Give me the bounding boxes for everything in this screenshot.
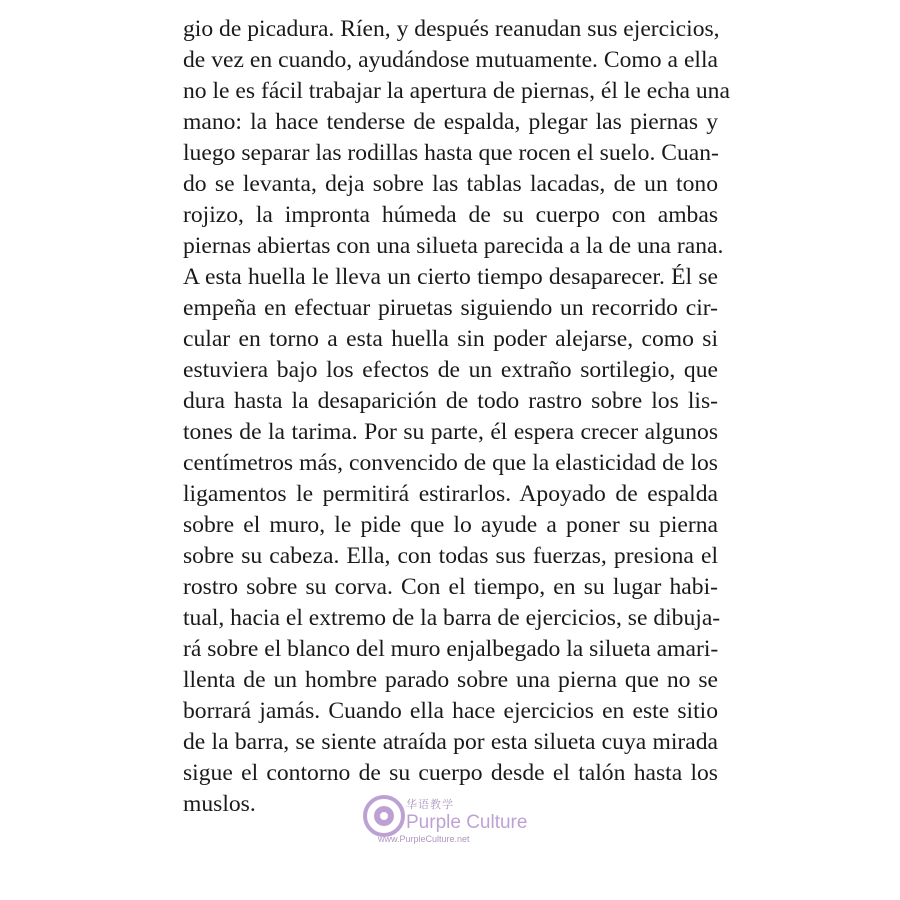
- text-line: tual, hacia el extremo de la barra de ejercicios, se dibuja-: [183, 605, 721, 631]
- text-line: dura hasta la desaparición de todo rastro sobre los lis-: [183, 388, 718, 414]
- text-line: de la barra, se siente atraída por esta silueta cuya mirada: [183, 729, 718, 755]
- body-text: [183, 14, 730, 820]
- text-line: de vez en cuando, ayudándose mutuamente. Como a ella: [183, 47, 718, 73]
- text-line: estuviera bajo los efectos de un extraño sortilegio, que: [183, 357, 718, 383]
- text-line: no le es fácil trabajar la apertura de piernas, él le echa una: [183, 78, 730, 104]
- text-line: A esta huella le lleva un cierto tiempo desaparecer. Él se: [183, 264, 718, 290]
- text-line: rojizo, la impronta húmeda de su cuerpo con ambas: [183, 202, 718, 228]
- text-line: rostro sobre su corva. Con el tiempo, en su lugar habi-: [183, 574, 718, 600]
- purple-culture-logo-icon: [362, 794, 406, 838]
- watermark: [362, 790, 552, 850]
- text-line: sigue el contorno de su cuerpo desde el talón hasta los: [183, 760, 718, 786]
- text-line: rá sobre el blanco del muro enjalbegado la silueta amari-: [183, 636, 719, 662]
- text-line: llenta de un hombre parado sobre una pierna que no se: [183, 667, 718, 693]
- text-line: empeña en efectuar piruetas siguiendo un recorrido cir-: [183, 295, 718, 321]
- text-line: tones de la tarima. Por su parte, él espera crecer algunos: [183, 419, 718, 445]
- text-line: sobre el muro, le pide que lo ayude a poner su pierna: [183, 512, 718, 538]
- text-line: sobre su cabeza. Ella, con todas sus fuerzas, presiona el: [183, 543, 718, 569]
- text-line: muslos.: [183, 791, 256, 817]
- watermark-brand: Purple Culture: [406, 812, 528, 833]
- text-line: cular en torno a esta huella sin poder alejarse, como si: [183, 326, 718, 352]
- text-line: piernas abiertas con una silueta parecida a la de una rana.: [183, 233, 724, 259]
- text-line: luego separar las rodillas hasta que rocen el suelo. Cuan-: [183, 140, 719, 166]
- text-line: do se levanta, deja sobre las tablas lacadas, de un tono: [183, 171, 718, 197]
- text-line: ligamentos le permitirá estirarlos. Apoyado de espalda: [183, 481, 718, 507]
- text-line: gio de picadura. Ríen, y después reanudan sus ejercicios,: [183, 16, 720, 42]
- text-line: centímetros más, convencido de que la elasticidad de los: [183, 450, 718, 476]
- text-line: borrará jamás. Cuando ella hace ejercicios en este sitio: [183, 698, 718, 724]
- watermark-chinese-text: 华语教学: [406, 798, 454, 811]
- text-line: mano: la hace tenderse de espalda, plegar las piernas y: [183, 109, 718, 135]
- watermark-url: www.PurpleCulture.net: [378, 834, 470, 844]
